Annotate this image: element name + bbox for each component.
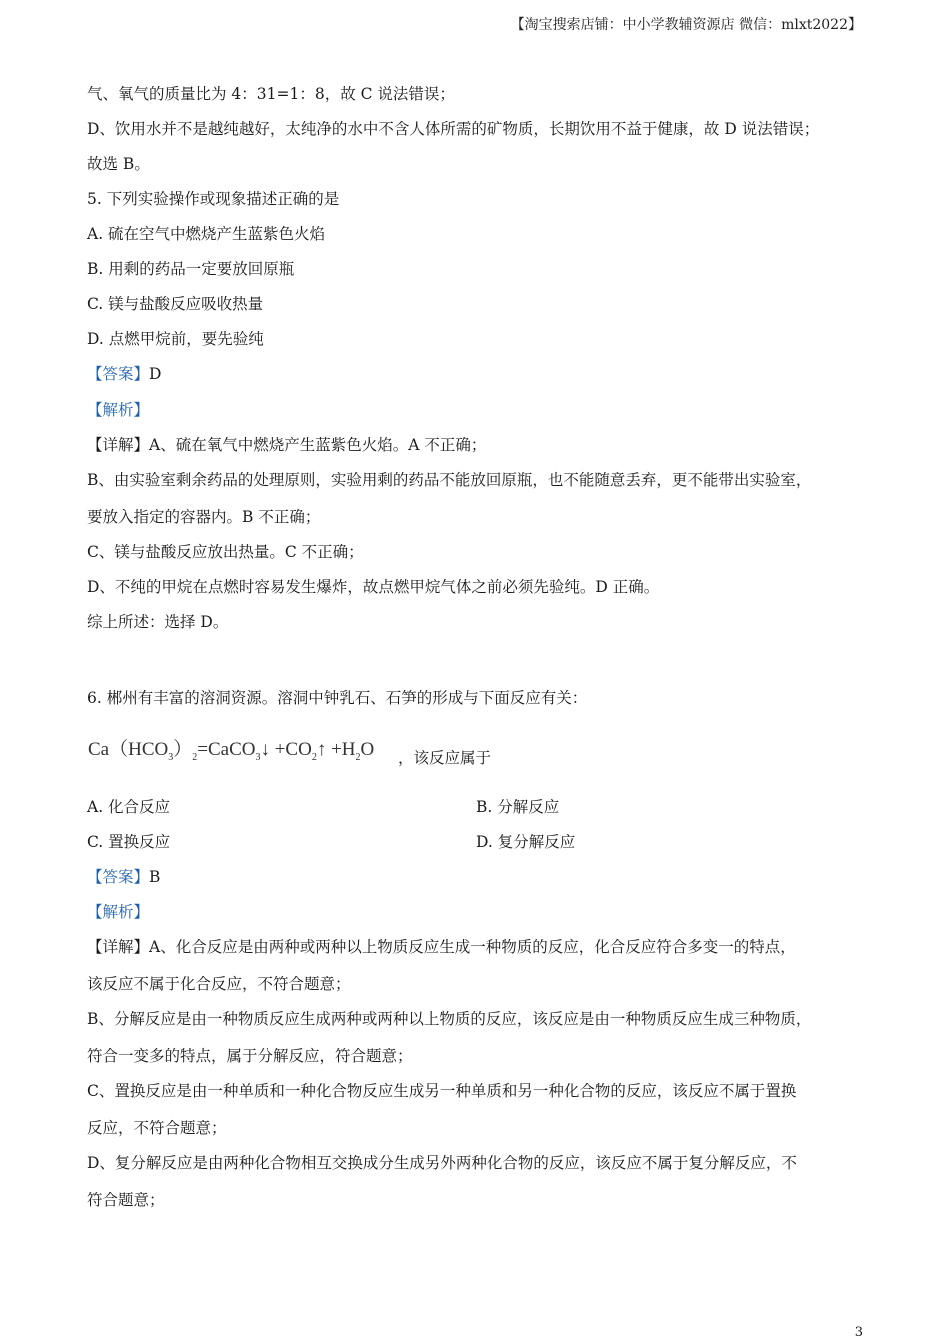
q5-option-d: D. 点燃甲烷前，要先验纯 (87, 330, 264, 348)
q6-option-c: C. 置换反应 (87, 833, 171, 851)
q5-detail-line: B、由实验室剩余药品的处理原则，实验用剩的药品不能放回原瓶，也不能随意丢弃，更不能带出实验室， (87, 471, 812, 489)
q6-answer (87, 865, 160, 887)
answer-value: B (149, 868, 161, 886)
question-6-stem: 6. 郴州有丰富的溶洞资源。溶洞中钟乳石、石笋的形成与下面反应有关： (87, 689, 588, 707)
q6-option-d: D. 复分解反应 (476, 833, 576, 851)
q6-detail-line: 【详解】A、化合反应是由两种或两种以上物质反应生成一种物质的反应，化合反应符合多变一的特点， (87, 938, 796, 956)
q6-analysis-label: 【解析】 (87, 903, 150, 921)
q6-detail-line: B、分解反应是由一种物质反应生成两种或两种以上物质的反应，该反应是由一种物质反应生成三种物质， (87, 1010, 812, 1028)
text-line: D、饮用水并不是越纯越好，太纯净的水中不含人体所需的矿物质，长期饮用不益于健康，故 D 说法错误； (87, 120, 820, 138)
q6-detail-line: 反应，不符合题意； (87, 1119, 227, 1137)
answer-label: 【答案】 (87, 365, 150, 383)
question-5-stem: 5. 下列实验操作或现象描述正确的是 (87, 190, 340, 208)
q6-option-a: A. 化合反应 (87, 798, 171, 816)
q6-detail-line: 该反应不属于化合反应，不符合题意； (87, 975, 351, 993)
text-line: 气、氧气的质量比为 4：31=1：8，故 C 说法错误； (87, 85, 455, 103)
chemical-equation: $Ca(HCO_3)_2=CaCO_3↓$ $+CO_2↑ +H_2O$ (88, 739, 375, 763)
q5-detail-line: 【详解】A、硫在氧气中燃烧产生蓝紫色火焰。A 不正确； (87, 436, 487, 454)
q5-option-c: C. 镁与盐酸反应吸收热量 (87, 295, 264, 313)
q6-detail-line: 符合题意； (87, 1191, 165, 1209)
page-number: 3 (854, 1325, 863, 1340)
equation-tail-text: ，该反应属于 (398, 749, 492, 767)
q5-detail-line: 要放入指定的容器内。B 不正确； (87, 508, 321, 526)
q6-detail-line: D、复分解反应是由两种化合物相互交换成分生成另外两种化合物的反应，该反应不属于复分解反应，不 (87, 1154, 797, 1172)
q5-detail-line: C、镁与盐酸反应放出热量。C 不正确； (87, 543, 364, 561)
q6-detail-line: 符合一变多的特点，属于分解反应，符合题意； (87, 1047, 413, 1065)
q5-option-a: A. 硫在空气中燃烧产生蓝紫色火焰 (87, 225, 326, 243)
answer-value: D (149, 365, 162, 383)
answer-label: 【答案】 (87, 868, 150, 886)
page-header: 【淘宝搜索店铺：中小学教辅资源店 微信：mlxt2022】 (510, 17, 862, 33)
text-line: 故选 B。 (87, 155, 150, 173)
q5-option-b: B. 用剩的药品一定要放回原瓶 (87, 260, 295, 278)
q5-detail-line: D、不纯的甲烷在点燃时容易发生爆炸，故点燃甲烷气体之前必须先验纯。D 正确。 (87, 578, 660, 596)
q6-detail-line: C、置换反应是由一种单质和一种化合物反应生成另一种单质和另一种化合物的反应，该反应不属于置换 (87, 1082, 797, 1100)
q5-analysis-label: 【解析】 (87, 401, 150, 419)
q5-answer (87, 362, 161, 384)
q5-detail-line: 综上所述：选择 D。 (87, 613, 229, 631)
q6-option-b: B. 分解反应 (476, 798, 560, 816)
